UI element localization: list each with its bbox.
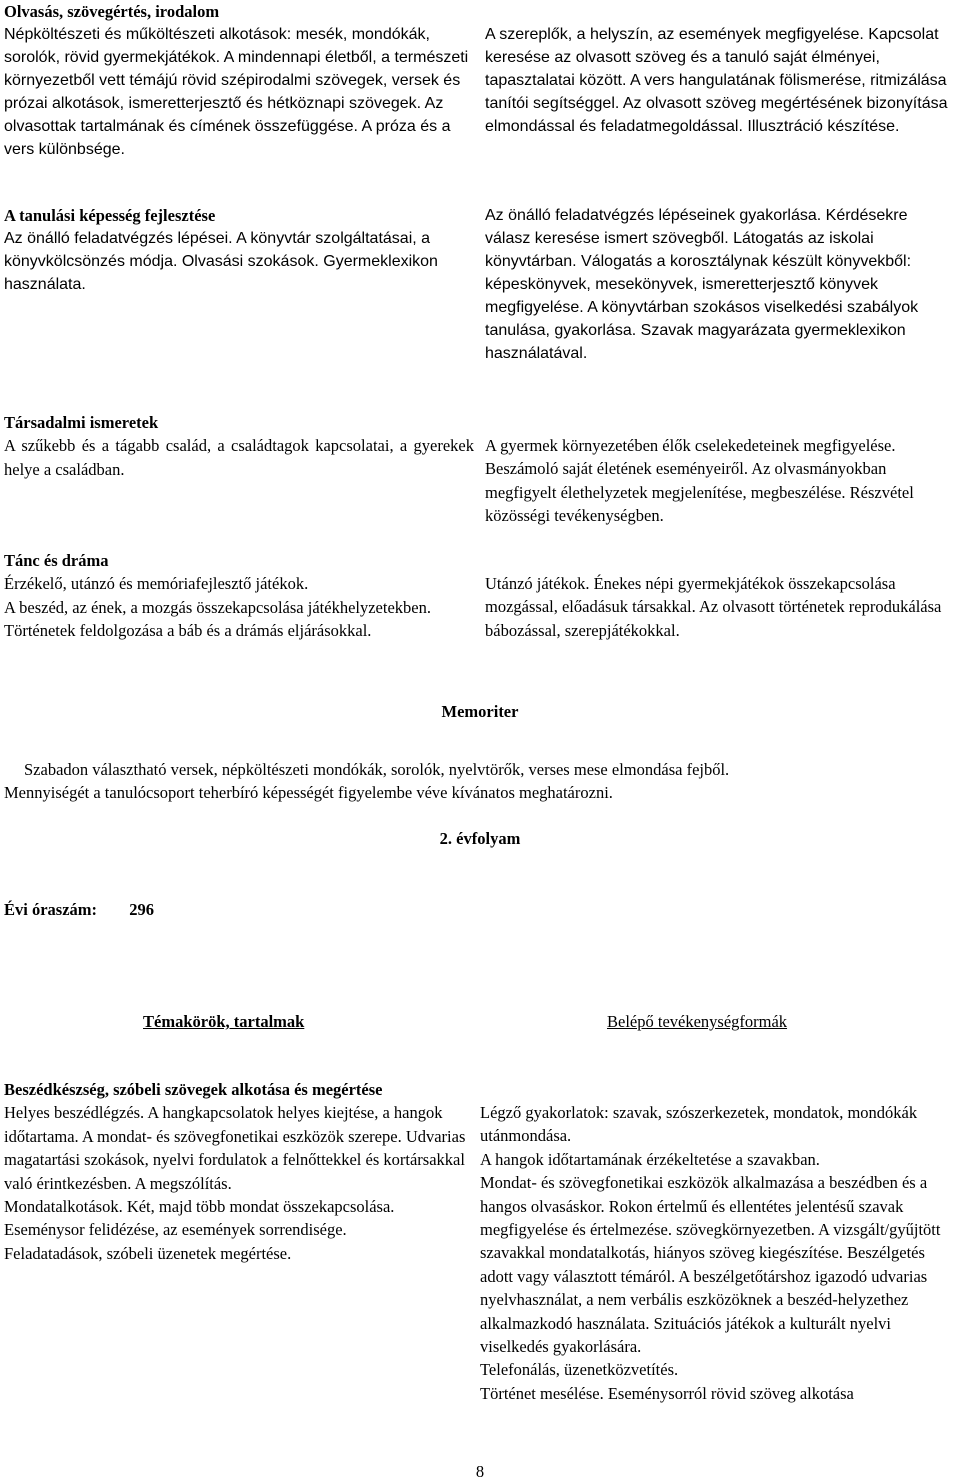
section-social-right xyxy=(485,434,955,528)
activity-line-speech-3: Mondat- és szövegfonetikai eszközök alkalmazása a beszédben és a hangos olvasáskor. Rokon értelmű és ellentétes jelentésű szavak megfigyelése és értelmezése. szövegkörnyezetben. A vizsgált/gyűjtött szavakkal mondatalkotás, hiányos szöveg kiegészítése. Beszélgetés adott vagy választott témáról. A beszélgetőtárshoz igazodó udvarias nyelvhasználat, a nem verbális eszközöknek a beszéd-helyzethez alkalmazkodó használata. Szituációs játékok a kulturált nyelvi viselkedés gyakorlására. xyxy=(480,1173,941,1357)
activity-line-speech-1: Légző gyakorlatok: szavak, szószerkezetek, mondatok, mondókák utánmondása. xyxy=(480,1103,918,1146)
section-line-speech-3: Eseménysor felidézése, az események sorrendisége. xyxy=(4,1220,347,1240)
section-title-dance: Tánc és dráma xyxy=(4,551,109,570)
activity-text-social: A gyermek környezetében élők cselekedeteinek megfigyelése. Beszámoló saját életének eseményeiről. Az olvasmányokban megfigyelt élethelyzetek megjelenítése, megbeszélése. Részvétel közösségi tevékenységben. xyxy=(485,436,914,526)
section-line-speech-2: Mondatalkotások. Két, majd több mondat összekapcsolása. xyxy=(4,1197,395,1217)
activity-text-learning: Az önálló feladatvégzés lépéseinek gyakorlása. Kérdésekre válasz keresése ismert szövegből. Látogatás az iskolai könyvtárban. Válogatás a korosztálynak készült könyvekből: képeskönyvek, mesekönyvek, ismeretterjesztő könyvek megfigyelése. A könyvtárban szokásos viselkedési szabályok tanulása, gyakorlása. Szavak magyarázata gyermeklexikon használatával. xyxy=(485,207,919,362)
memoriter-line-2: Mennyiségét a tanulócsoport teherbíró képességét figyelembe véve kívánatos meghatározni. xyxy=(4,783,613,802)
section-dance-right xyxy=(485,572,955,642)
section-line-speech-1: Helyes beszédlégzés. A hangkapcsolatok helyes kiejtése, a hangok időtartama. A mondat- és szövegfonetikai eszközök szerepe. Udvarias magatartási szokások, nyelvi fordulatok a felnőttekkel és kortársakkal való érintkezésben. A megszólítás. xyxy=(4,1103,466,1193)
section-dance-left xyxy=(4,549,474,643)
section-title-reading: Olvasás, szövegértés, irodalom xyxy=(4,2,220,21)
activity-line-speech-4: Telefonálás, üzenetközvetítés. xyxy=(480,1360,679,1380)
section-reading-right xyxy=(485,23,955,138)
annual-hours xyxy=(4,898,154,921)
memoriter-title: Memoriter xyxy=(441,702,519,721)
memoriter-line-1: Szabadon választható versek, népköltészeti mondókák, sorolók, nyelvtörők, verses mese elmondása fejből. xyxy=(24,760,730,779)
section-reading-left xyxy=(4,0,474,161)
section-title-learning: A tanulási képesség fejlesztése xyxy=(4,206,216,225)
activity-text-dance: Utánzó játékok. Énekes népi gyermekjátékok összekapcsolása mozgással, előadásuk társakkal. Az olvasott történetek reprodukálása bábozással, szerepjátékokkal. xyxy=(485,574,942,640)
activity-line-speech-2: A hangok időtartamának érzékeltetése a szavakban. xyxy=(480,1149,820,1169)
annual-hours-value: 296 xyxy=(129,900,155,919)
section-line-dance-2: A beszéd, az ének, a mozgás összekapcsolása játékhelyzetekben. xyxy=(4,597,431,617)
activity-text-reading: A szereplők, a helyszín, az események megfigyelése. Kapcsolat keresése az olvasott szöveg és a tanuló saját élményei, tapasztalatai között. A vers hangulatának fölismerése, ritmizálása tanítói segítséggel. Az olvasott szöveg megértésének bizonyítása elmondással és feladatmegoldással. Illusztráció készítése. xyxy=(485,26,948,135)
section-speech-left xyxy=(4,1078,474,1265)
grade-title: 2. évfolyam xyxy=(439,829,521,848)
section-text-learning: Az önálló feladatvégzés lépései. A könyvtár szolgáltatásai, a könyvkölcsönzés módja. Olvasási szokások. Gyermeklexikon használata. xyxy=(4,230,438,294)
section-text-social: A szűkebb és a tágabb család, a családtagok kapcsolatai, a gyerekek helye a családban. xyxy=(4,436,474,479)
page-number: 8 xyxy=(475,1462,485,1481)
section-social-left xyxy=(4,411,474,481)
section-learning-right xyxy=(485,204,955,365)
column-header-activities: Belépő tevékenységformák xyxy=(607,1012,788,1031)
section-line-speech-4: Feladatadások, szóbeli üzenetek megértése. xyxy=(4,1243,292,1263)
annual-hours-label: Évi óraszám: xyxy=(4,900,98,919)
section-text-reading: Népköltészeti és műköltészeti alkotások: mesék, mondókák, sorolók, rövid gyermekjátékok. A mindennapi életből, a természeti környezetből vett témájú rövid szépirodalmi szövegek, versek és prózai alkotások, ismeretterjesztő és hétköznapi szövegek. Az olvasottak tartalmának és címének összefüggése. A próza és a vers különbsége. xyxy=(4,26,469,159)
section-speech-right xyxy=(480,1101,950,1405)
section-line-dance-3: Történetek feldolgozása a báb és a drámás eljárásokkal. xyxy=(4,621,372,641)
section-title-speech: Beszédkészség, szóbeli szövegek alkotása és megértése xyxy=(4,1080,383,1099)
section-title-social: Társadalmi ismeretek xyxy=(4,413,159,432)
section-line-dance-1: Érzékelő, utánzó és memóriafejlesztő játékok. xyxy=(4,574,309,594)
activity-line-speech-5: Történet mesélése. Eseménysorról rövid szöveg alkotása xyxy=(480,1383,854,1403)
column-header-topics: Témakörök, tartalmak xyxy=(143,1012,305,1031)
section-learning-left xyxy=(4,204,474,296)
